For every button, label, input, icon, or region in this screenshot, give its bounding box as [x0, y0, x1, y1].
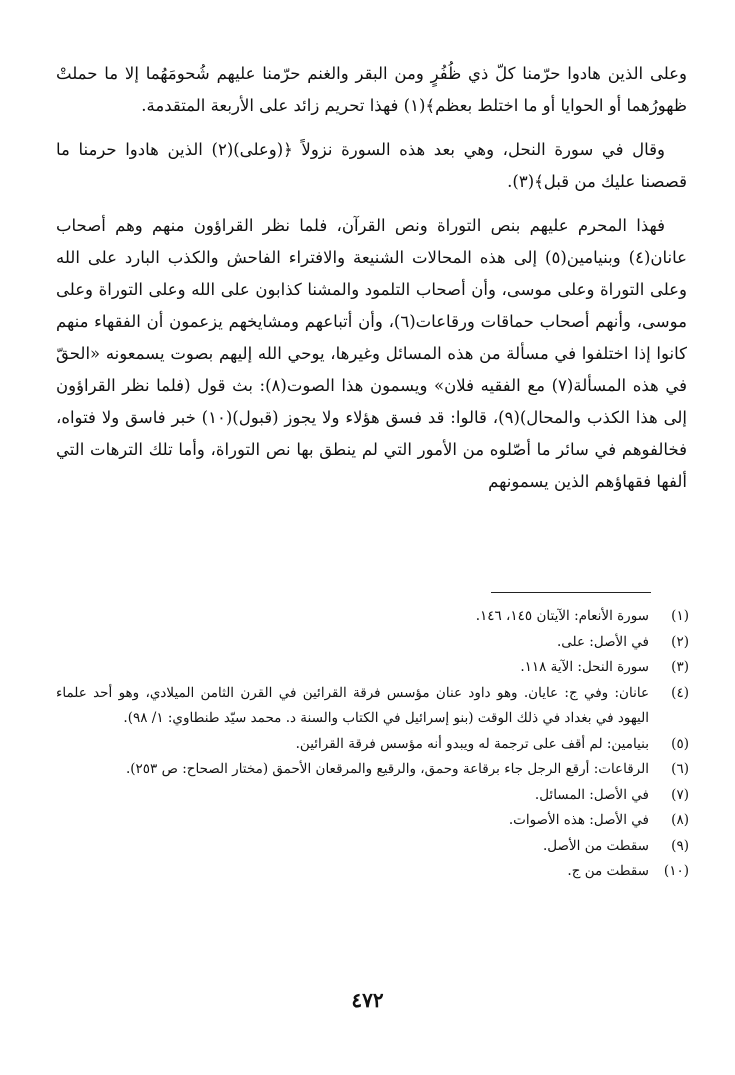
footnote [56, 808, 689, 834]
paragraph: وقال في سورة النحل، وهي بعد هذه السورة نزولاً ﴿(وعلى)(٢) الذين هادوا حرمنا ما قصصنا عليك من قبل﴾(٣). [56, 140, 687, 191]
footnote-number: (٢) [671, 633, 689, 650]
footnote-separator [491, 592, 651, 593]
footnote-text: عانان: وفي ج: عايان. وهو داود عنان مؤسس فرقة القرائين في القرن الثامن الميلادي، وهو أحد علماء اليهود في بغداد في ذلك الوقت (بنو إسرائيل في الكتاب والسنة د. محمد سيّد طنطاوي: ١/ ٩٨). [56, 684, 649, 726]
footnote-text: سورة الأنعام: الآيتان ١٤٥، ١٤٦. [475, 608, 649, 624]
footnote [56, 630, 689, 656]
page-number: ٤٧٢ [351, 988, 384, 1012]
footnote-text: بنيامين: لم أقف على ترجمة له ويبدو أنه مؤسس فرقة القرائين. [295, 735, 649, 752]
footnote-number: (٩) [671, 837, 689, 854]
footnote-text: في الأصل: هذه الأصوات. [508, 812, 649, 828]
paragraph: فهذا المحرم عليهم بنص التوراة ونص القرآن، فلما نظر القراؤون منهم وهم أصحاب عانان(٤) وبنيامين(٥) إلى هذه المحالات الشنيعة والافتراء الفاحش والكذب البارد على الله وعلى التوراة وعلى موسى، وأن أصحاب التلمود والمشنا كذابون على الله وعلى التوراة وعلى موسى، وأنهم أصحاب حماقات ورقاعات(٦)، وأن أتباعهم ومشايخهم يزعمون أن الفقهاء منهم كانوا إذا اختلفوا في مسألة من هذه المسائل وغيرها، يوحي الله إليهم بصوت يسمعونه «الحقّ في هذه المسألة(٧) مع الفقيه فلان» ويسمون هذا الصوت(٨): بث قول (فلما نظر القراؤون إلى هذا الكذب والمحال)(٩)، قالوا: قد فسق هؤلاء ولا يجوز (قبول)(١٠) خبر فاسق ولا فتواه، فخالفوهم في سائر ما أصّلوه من الأمور التي لم ينطق بها نص التوراة، وأما تلك الترهات التي ألفها فقهاؤهم الذين يسمونهم [56, 216, 687, 491]
paragraph: وعلى الذين هادوا حرّمنا كلّ ذي ظُفُرٍ ومن البقر والغنم حرّمنا عليهم شُحومَهُما إلا ما حملتْ ظهورُهما أو الحوايا أو ما اختلط بعظم﴾(١) فهذا تحريم زائد على الأربعة المتقدمة. [56, 64, 687, 115]
footnote [56, 859, 689, 885]
footnote-number: (١٠) [663, 863, 689, 879]
footnote [56, 604, 689, 630]
footnote-number: (٤) [671, 684, 689, 701]
footnote-number: (٣) [671, 659, 689, 675]
footnote-number: (٥) [671, 735, 689, 752]
footnote-text: الرقاعات: أرقع الرجل جاء برقاعة وحمق، والرقيع والمرقعان الأحمق (مختار الصحاح: ص ٢٥٣). [125, 761, 649, 777]
footnote [56, 681, 689, 732]
footnote [56, 834, 689, 860]
footnote-text: سقطت من الأصل. [543, 837, 649, 854]
footnote-number: (١) [671, 608, 689, 624]
main-text [56, 58, 687, 498]
footnote-text: سقطت من ج. [567, 863, 649, 879]
footnote-number: (٧) [671, 786, 689, 803]
footnote-text: سورة النحل: الآية ١١٨. [520, 659, 649, 675]
footnote [56, 732, 689, 758]
footnote-number: (٨) [671, 812, 689, 828]
footnote [56, 757, 689, 783]
footnote-text: في الأصل: المسائل. [534, 786, 649, 803]
footnotes-list [56, 604, 689, 885]
footnote-number: (٦) [671, 761, 689, 777]
footnote-text: في الأصل: على. [556, 633, 649, 650]
footnote [56, 655, 689, 681]
footnote [56, 783, 689, 809]
